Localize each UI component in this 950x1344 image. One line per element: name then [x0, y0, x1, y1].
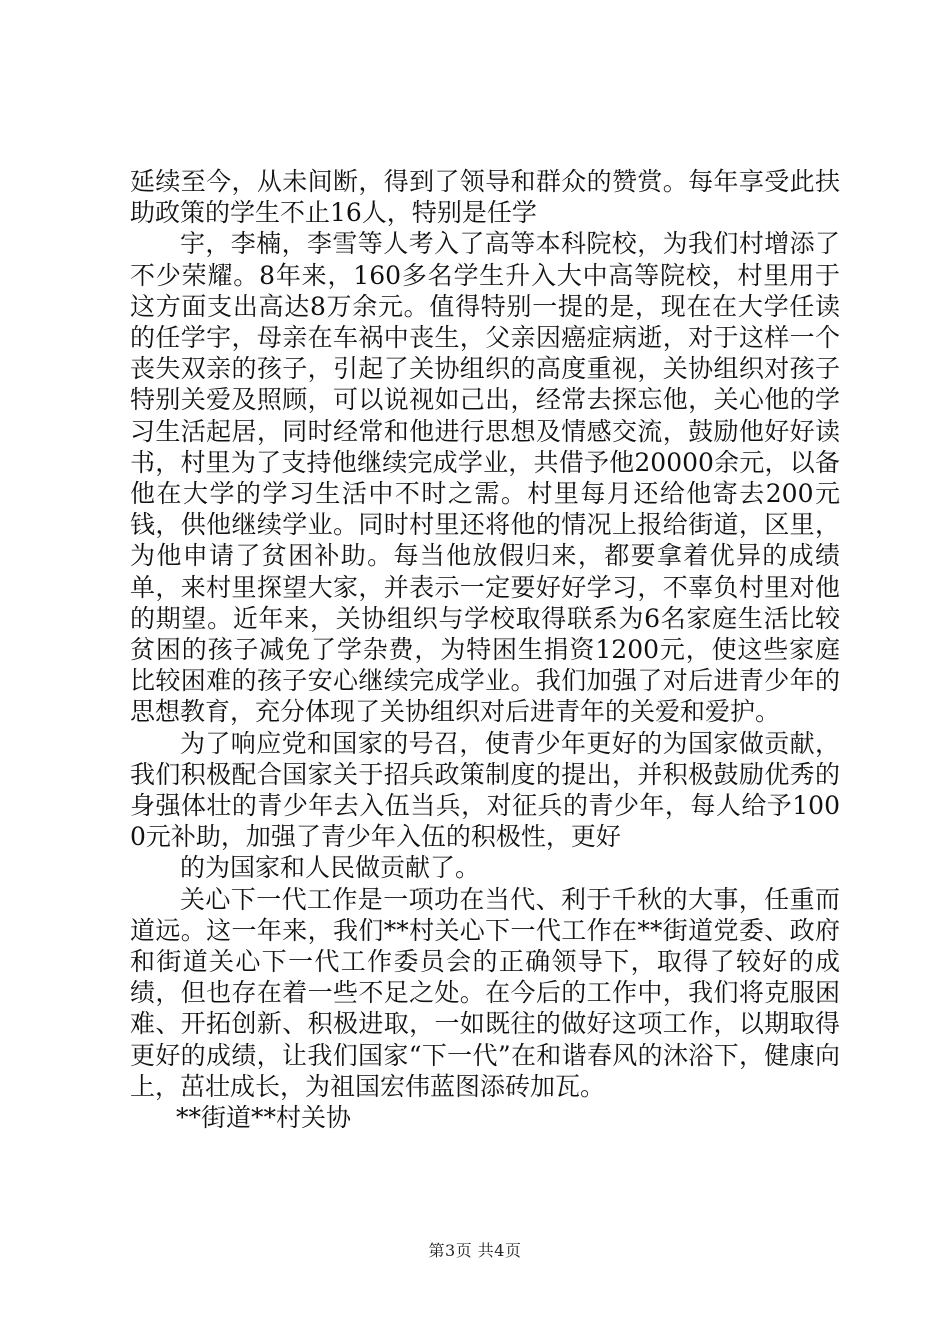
signature-line: **街道**村关协: [176, 1103, 352, 1133]
page-number-footer: 第3页 共4页: [428, 1241, 522, 1260]
paragraph-4: 的为国家和人民做贡献了。: [180, 853, 481, 883]
paragraph-2: 宇，李楠，李雪等人考入了高等本科院校，为我们村增添了不少荣耀。8年来，160多名学生升入大中高等院校，村里用于这方面支出高达8万余元。值得特别一提的是，现在在大学任读的任学宇，母亲在车祸中丧生，父亲因癌症病逝，对于这样一个丧失双亲的孩子，引起了关协组织的高度重视，关协组织对孩子特别关爱及照顾，可以说视如己出，经常去探忘他，关心他的学习生活起居，同时经常和他进行思想及情感交流，鼓励他好好读书，村里为了支持他继续完成学业，共借予他20000余元，以备他在大学的学习生活中不时之需。村里每月还给他寄去200元钱，供他继续学业。同时村里还将他的情况上报给街道，区里，为他申请了贫困补助。每当他放假归来，都要拿着优异的成绩单，来村里探望大家，并表示一定要好好学习，不辜负村里对他的期望。近年来，关协组织与学校取得联系为6名家庭生活比较贫困的孩子减免了学杂费，为特困生捐资1200元，使这些家庭比较困难的孩子安心继续完成学业。我们加强了对后进青少年的思想教育，充分体现了关协组织对后进青年的关爱和爱护。: [130, 229, 840, 727]
paragraph-5: 关心下一代工作是一项功在当代、利于千秋的大事，任重而道远。这一年来，我们**村关心下一代工作在**街道党委、政府和街道关心下一代工作委员会的正确领导下，取得了较好的成绩，但也存在着一些不足之处。在今后的工作中，我们将克服困难、开拓创新、积极进取，一如既往的做好这项工作，以期取得更好的成绩，让我们国家“下一代”在和谐春风的沐浴下，健康向上，茁壮成长，为祖国宏伟蓝图添砖加瓦。: [130, 884, 840, 1101]
document-body: [130, 166, 840, 1133]
paragraph-3: 为了响应党和国家的号召，使青少年更好的为国家做贡献，我们积极配合国家关于招兵政策制度的提出，并积极鼓励优秀的身强体壮的青少年去入伍当兵，对征兵的青少年，每人给予1000元补助，加强了青少年入伍的积极性，更好: [130, 728, 840, 852]
paragraph-1: 延续至今，从未间断，得到了领导和群众的赞赏。每年享受此扶助政策的学生不止16人，特别是任学: [130, 167, 840, 228]
